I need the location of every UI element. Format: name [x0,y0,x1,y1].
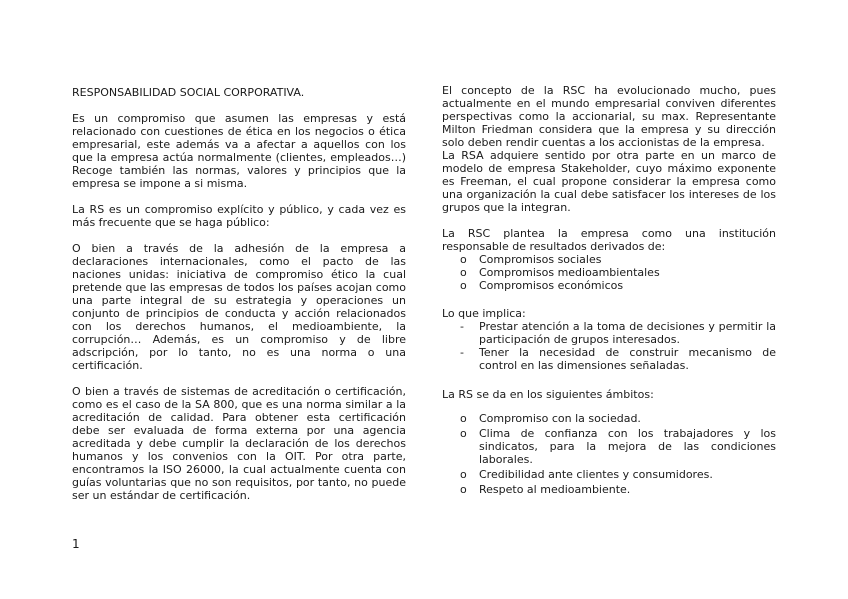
paragraph-definition: Es un compromiso que asumen las empresas y está relacionado con cuestiones de ética en los negocios o ética empresarial, este además va a afectar a aquellos con los que la empresa actúa normalmente (clientes, empleados…) Recoge también las normas, valores y principios que la empresa se impone a si misma. [72,112,406,190]
ambitos-list [442,412,776,496]
paragraph-public-commitment: La RS es un compromiso explícito y público, y cada vez es más frecuente que se haga público: [72,203,406,229]
list-item: o Compromisos económicos [442,279,776,292]
left-column [72,84,406,502]
ambitos-heading: La RS se da en los siguientes ámbitos: [442,388,654,401]
paragraph-adhesion: O bien a través de la adhesión de la empresa a declaraciones internacionales, como el pacto de las naciones unidas: iniciativa de compromiso ético la cual pretende que las empresas de todos los países acojan como una parte integral de su estrategia y operaciones un conjunto de principios de conducta y acción relacionados con los derechos humanos, el medioambiente, la corrupción… Además, es un compromiso y de libre adscripción, por lo tanto, no es una norma o una certificación. [72,242,406,372]
list-item: - Prestar atención a la toma de decisiones y permitir la participación de grupos interesados. [442,320,776,346]
compromisos-list [442,253,776,292]
paragraph-concept: El concepto de la RSC ha evolucionado mucho, pues actualmente en el mundo empresarial conviven diferentes perspectivas como la accionarial, su max. Representante Milton Friedman considera que la empresa y su dirección solo deben rendir cuentas a los accionistas de la empresa. [442,84,776,149]
right-column [442,84,776,496]
page-number: 1 [72,537,80,551]
list-item: - Tener la necesidad de construir mecanismo de control en las dimensiones señaladas. [442,346,776,372]
list-item: o Clima de confianza con los trabajadores y los sindicatos, para la mejora de las condiciones laborales. [442,427,776,466]
paragraph-institution: La RSC plantea la empresa como una institución responsable de resultados derivados de: [442,227,776,253]
list-item: o Compromisos sociales [442,253,776,266]
list-item: o Compromiso con la sociedad. [442,412,776,425]
paragraph-stakeholder: La RSA adquiere sentido por otra parte en un marco de modelo de empresa Stakeholder, cuyo máximo exponente es Freeman, el cual propone considerar la empresa como una organización la cual debe satisfacer los intereses de los grupos que la integran. [442,149,776,214]
implica-list [442,320,776,372]
list-item: o Respeto al medioambiente. [442,483,776,496]
paragraph-certification: O bien a través de sistemas de acreditación o certificación, como es el caso de la SA 800, que es una norma similar a la acreditación de calidad. Para obtener esta certificación debe ser evaluada de forma externa por una agencia acreditada y debe cumplir la declaración de los derechos humanos y los convenios con la OIT. Por otra parte, encontramos la ISO 26000, la cual actualmente cuenta con guías voluntarias que no son requisitos, por tanto, no puede ser un estándar de certificación. [72,385,406,502]
list-item: o Credibilidad ante clientes y consumidores. [442,468,776,481]
implica-heading: Lo que implica: [442,307,526,320]
document-title: RESPONSABILIDAD SOCIAL CORPORATIVA. [72,86,305,99]
list-item: o Compromisos medioambientales [442,266,776,279]
